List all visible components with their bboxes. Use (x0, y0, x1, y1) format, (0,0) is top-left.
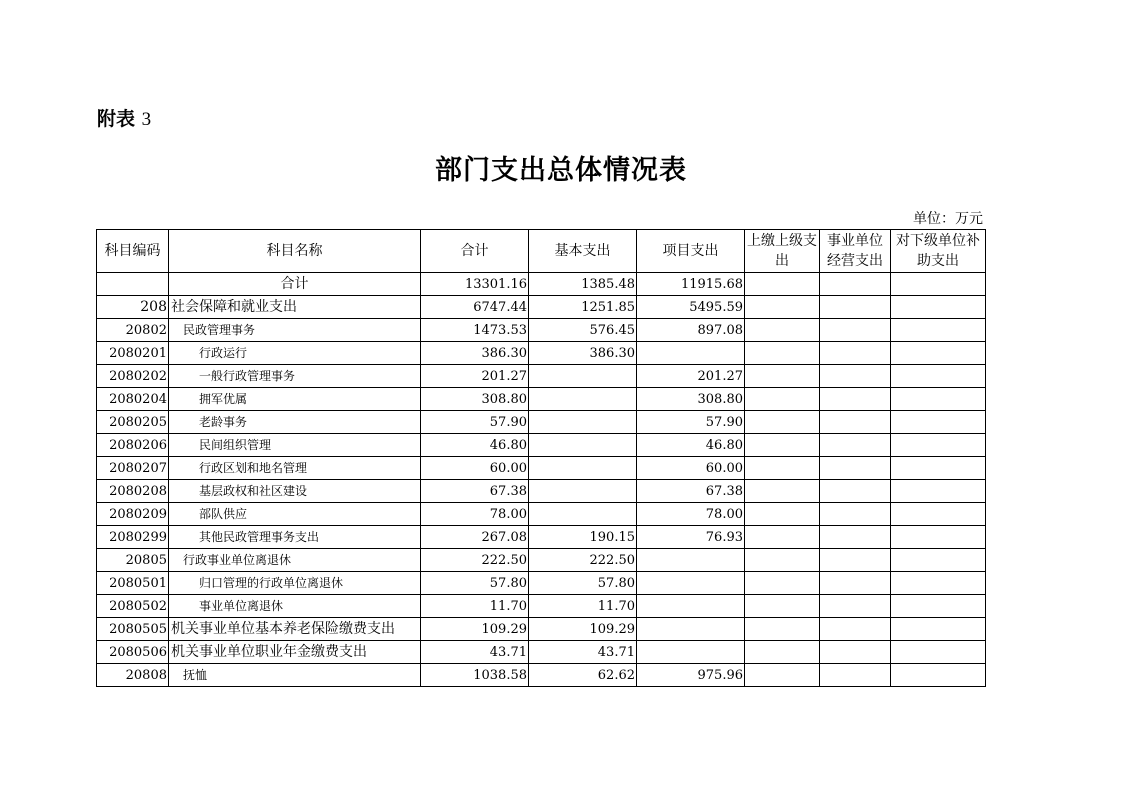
row-upper (745, 457, 820, 480)
row-basic: 62.62 (529, 664, 637, 687)
row-project (637, 618, 745, 641)
row-upper (745, 273, 820, 296)
row-project: 67.38 (637, 480, 745, 503)
row-basic (529, 503, 637, 526)
row-total: 109.29 (421, 618, 529, 641)
row-upper (745, 319, 820, 342)
row-project: 975.96 (637, 664, 745, 687)
table-row (97, 641, 986, 664)
table-row (97, 457, 986, 480)
row-basic (529, 480, 637, 503)
row-total: 386.30 (421, 342, 529, 365)
row-subsidy (891, 503, 986, 526)
row-name: 一般行政管理事务 (169, 365, 421, 388)
row-total: 1038.58 (421, 664, 529, 687)
row-project: 5495.59 (637, 296, 745, 319)
row-business (820, 296, 891, 319)
row-total: 78.00 (421, 503, 529, 526)
row-subsidy (891, 388, 986, 411)
header-total: 合计 (421, 230, 529, 273)
row-total: 13301.16 (421, 273, 529, 296)
row-name: 事业单位离退休 (169, 595, 421, 618)
row-total: 57.80 (421, 572, 529, 595)
expenditure-table (96, 229, 986, 687)
table-row (97, 526, 986, 549)
row-upper (745, 595, 820, 618)
row-total: 308.80 (421, 388, 529, 411)
row-total: 6747.44 (421, 296, 529, 319)
row-project (637, 572, 745, 595)
row-project: 76.93 (637, 526, 745, 549)
row-basic: 43.71 (529, 641, 637, 664)
table-body (97, 273, 986, 687)
row-name: 基层政权和社区建设 (169, 480, 421, 503)
row-code: 2080501 (97, 572, 169, 595)
row-code: 20805 (97, 549, 169, 572)
row-basic (529, 434, 637, 457)
header-business: 事业单位经营支出 (820, 230, 891, 273)
row-code: 20808 (97, 664, 169, 687)
row-subsidy (891, 549, 986, 572)
row-code: 2080202 (97, 365, 169, 388)
row-code: 2080201 (97, 342, 169, 365)
row-name: 合计 (169, 273, 421, 296)
row-business (820, 618, 891, 641)
row-subsidy (891, 365, 986, 388)
row-project: 201.27 (637, 365, 745, 388)
row-upper (745, 480, 820, 503)
row-subsidy (891, 342, 986, 365)
row-name: 机关事业单位职业年金缴费支出 (169, 641, 421, 664)
row-business (820, 641, 891, 664)
row-name: 行政运行 (169, 342, 421, 365)
row-upper (745, 549, 820, 572)
row-name: 民间组织管理 (169, 434, 421, 457)
row-code: 2080299 (97, 526, 169, 549)
row-business (820, 457, 891, 480)
row-project: 46.80 (637, 434, 745, 457)
row-upper (745, 365, 820, 388)
row-total: 11.70 (421, 595, 529, 618)
row-business (820, 503, 891, 526)
row-subsidy (891, 595, 986, 618)
row-basic: 222.50 (529, 549, 637, 572)
row-total: 67.38 (421, 480, 529, 503)
row-name: 行政事业单位离退休 (169, 549, 421, 572)
annex-number: 3 (141, 109, 152, 130)
page-title: 部门支出总体情况表 (435, 155, 687, 186)
row-code: 208 (97, 296, 169, 319)
row-project (637, 342, 745, 365)
table-row (97, 664, 986, 687)
row-upper (745, 526, 820, 549)
row-code: 2080506 (97, 641, 169, 664)
row-upper (745, 411, 820, 434)
header-name: 科目名称 (169, 230, 421, 273)
row-basic: 576.45 (529, 319, 637, 342)
row-name: 归口管理的行政单位离退休 (169, 572, 421, 595)
row-upper (745, 296, 820, 319)
row-subsidy (891, 480, 986, 503)
row-basic: 57.80 (529, 572, 637, 595)
row-subsidy (891, 572, 986, 595)
row-upper (745, 503, 820, 526)
row-business (820, 342, 891, 365)
row-code: 2080205 (97, 411, 169, 434)
row-code: 2080207 (97, 457, 169, 480)
table-row (97, 411, 986, 434)
row-code (97, 273, 169, 296)
table-row (97, 595, 986, 618)
header-code: 科目编码 (97, 230, 169, 273)
row-subsidy (891, 457, 986, 480)
row-subsidy (891, 664, 986, 687)
header-basic: 基本支出 (529, 230, 637, 273)
row-project: 60.00 (637, 457, 745, 480)
row-total: 43.71 (421, 641, 529, 664)
row-basic (529, 411, 637, 434)
row-business (820, 434, 891, 457)
row-total: 201.27 (421, 365, 529, 388)
table-row (97, 388, 986, 411)
table-row (97, 618, 986, 641)
row-name: 抚恤 (169, 664, 421, 687)
row-total: 267.08 (421, 526, 529, 549)
row-subsidy (891, 319, 986, 342)
row-name: 行政区划和地名管理 (169, 457, 421, 480)
row-name: 社会保障和就业支出 (169, 296, 421, 319)
row-basic (529, 388, 637, 411)
row-total: 57.90 (421, 411, 529, 434)
row-subsidy (891, 641, 986, 664)
row-name: 其他民政管理事务支出 (169, 526, 421, 549)
row-business (820, 572, 891, 595)
row-code: 2080206 (97, 434, 169, 457)
row-name: 民政管理事务 (169, 319, 421, 342)
row-total: 222.50 (421, 549, 529, 572)
row-code: 2080502 (97, 595, 169, 618)
annex-text: 附表 (97, 108, 136, 130)
table-row (97, 549, 986, 572)
row-business (820, 526, 891, 549)
row-project (637, 641, 745, 664)
row-upper (745, 342, 820, 365)
row-subsidy (891, 526, 986, 549)
row-basic (529, 365, 637, 388)
row-basic: 190.15 (529, 526, 637, 549)
row-basic (529, 457, 637, 480)
unit-label: 单位：万元 (913, 211, 983, 227)
row-business (820, 365, 891, 388)
row-project: 11915.68 (637, 273, 745, 296)
row-project: 78.00 (637, 503, 745, 526)
row-code: 2080209 (97, 503, 169, 526)
row-name: 部队供应 (169, 503, 421, 526)
row-project: 308.80 (637, 388, 745, 411)
row-business (820, 480, 891, 503)
table-row (97, 572, 986, 595)
row-code: 20802 (97, 319, 169, 342)
row-subsidy (891, 434, 986, 457)
table-row (97, 342, 986, 365)
row-basic: 386.30 (529, 342, 637, 365)
table-row (97, 273, 986, 296)
row-basic: 11.70 (529, 595, 637, 618)
row-upper (745, 664, 820, 687)
row-business (820, 273, 891, 296)
row-total: 1473.53 (421, 319, 529, 342)
row-business (820, 411, 891, 434)
row-code: 2080505 (97, 618, 169, 641)
header-subsidy: 对下级单位补助支出 (891, 230, 986, 273)
row-project (637, 595, 745, 618)
row-upper (745, 572, 820, 595)
table-row (97, 503, 986, 526)
annex-label (97, 104, 151, 131)
row-business (820, 664, 891, 687)
row-upper (745, 434, 820, 457)
row-project (637, 549, 745, 572)
row-upper (745, 388, 820, 411)
row-subsidy (891, 296, 986, 319)
table-row (97, 296, 986, 319)
row-business (820, 595, 891, 618)
table-row (97, 365, 986, 388)
header-project: 项目支出 (637, 230, 745, 273)
table-header-row (97, 230, 986, 273)
row-basic: 1385.48 (529, 273, 637, 296)
table-row (97, 319, 986, 342)
table-row (97, 434, 986, 457)
row-upper (745, 618, 820, 641)
row-subsidy (891, 411, 986, 434)
row-business (820, 549, 891, 572)
row-subsidy (891, 618, 986, 641)
row-subsidy (891, 273, 986, 296)
row-total: 60.00 (421, 457, 529, 480)
row-name: 机关事业单位基本养老保险缴费支出 (169, 618, 421, 641)
table-row (97, 480, 986, 503)
row-project: 57.90 (637, 411, 745, 434)
row-upper (745, 641, 820, 664)
row-code: 2080204 (97, 388, 169, 411)
row-code: 2080208 (97, 480, 169, 503)
row-project: 897.08 (637, 319, 745, 342)
row-business (820, 319, 891, 342)
row-total: 46.80 (421, 434, 529, 457)
row-business (820, 388, 891, 411)
row-name: 老龄事务 (169, 411, 421, 434)
row-name: 拥军优属 (169, 388, 421, 411)
header-upper: 上缴上级支出 (745, 230, 820, 273)
row-basic: 1251.85 (529, 296, 637, 319)
row-basic: 109.29 (529, 618, 637, 641)
